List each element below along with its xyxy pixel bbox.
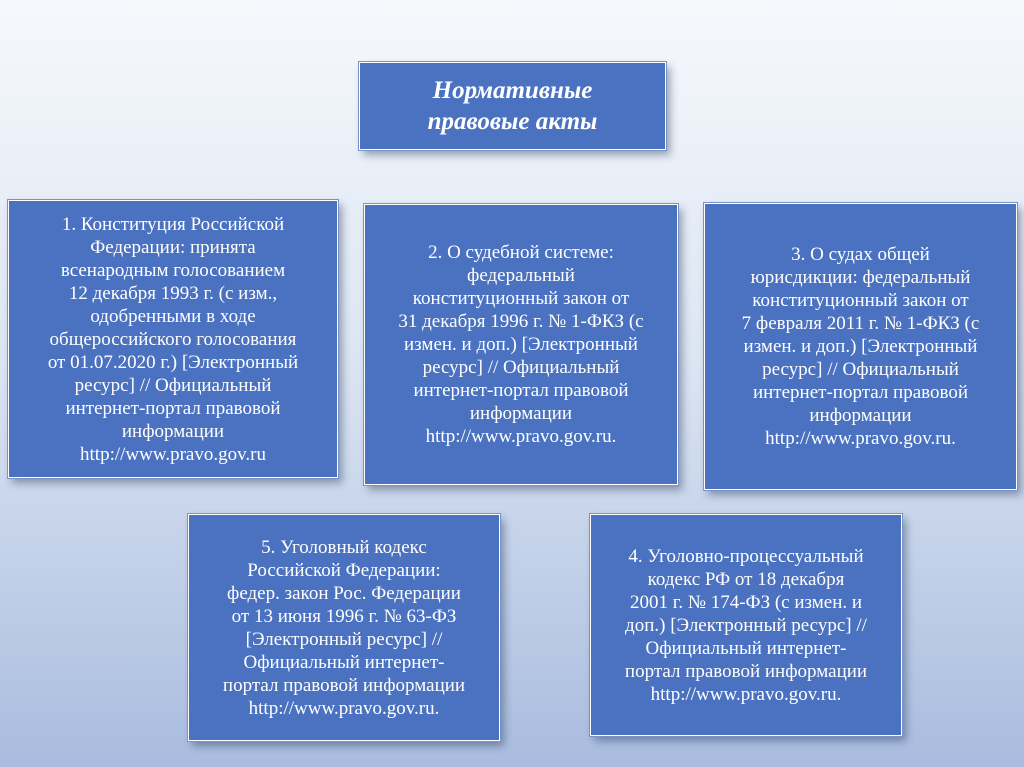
act-box-criminal-procedure-code — [590, 514, 902, 736]
title-text: Нормативные правовые акты — [427, 77, 598, 135]
act-text-3: 3. О судах общей юрисдикции: федеральный конституционный закон от 7 февраля 2011 г. № 1-ФКЗ (с измен. и доп.) [Электронный ресурс] // Официальный интернет-портал правовой информации http://www.pravo.gov.ru. — [741, 244, 980, 449]
act-text-1: 1. Конституция Российской Федерации: принята всенародным голосованием 12 декабря 1993 г. (с изм., одобренными в ходе общероссийского голосования от 01.07.2020 г.) [Электронный ресурс] // Официальный интернет-портал правовой информации http://www.pravo.gov.ru — [47, 213, 299, 465]
act-box-criminal-code — [188, 514, 500, 741]
act-box-judicial-system — [364, 204, 678, 485]
act-box-general-courts — [704, 203, 1017, 490]
act-text-5: 5. Уголовный кодекс Российской Федерации: федер. закон Рос. Федерации от 13 июня 1996 г. № 63-ФЗ [Электронный ресурс] // Официальный интернет- портал правовой информации http://www.pravo.gov.ru. — [222, 536, 466, 719]
act-box-constitution — [8, 200, 338, 478]
title-box — [359, 62, 666, 150]
act-text-4: 4. Уголовно-процессуальный кодекс РФ от 18 декабря 2001 г. № 174-ФЗ (с измен. и доп.) [Электронный ресурс] // Официальный интернет- портал правовой информации http://www.pravo.gov.ru. — [624, 545, 868, 705]
act-text-2: 2. О судебной системе: федеральный конституционный закон от 31 декабря 1996 г. № 1-ФКЗ (с измен. и доп.) [Электронный ресурс] // Официальный интернет-портал правовой информации http://www.pravo.gov.ru. — [398, 242, 644, 447]
